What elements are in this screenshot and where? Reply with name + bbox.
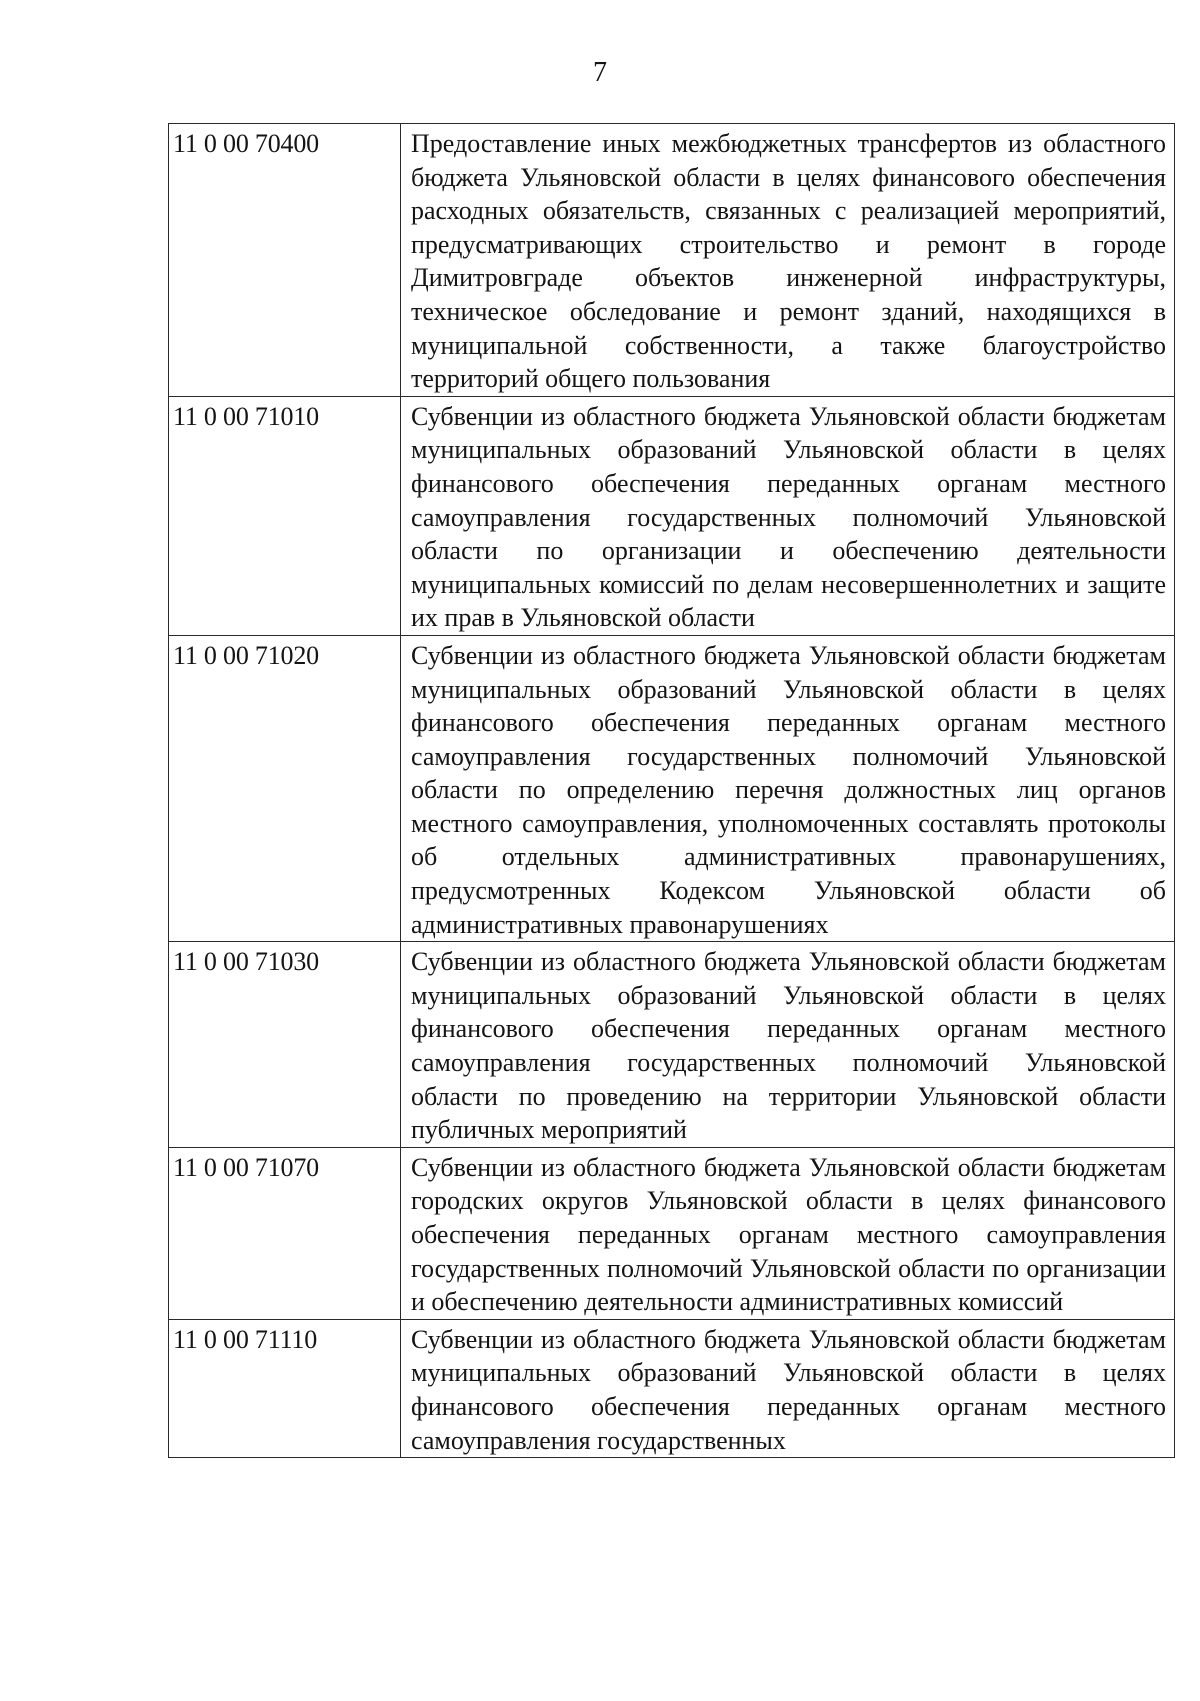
page-number: 7: [593, 57, 607, 88]
table-row: [169, 942, 1175, 1148]
budget-code-cell: 11 0 00 71020: [169, 635, 401, 941]
description-cell: Субвенции из областного бюджета Ульяновской области бюджетам муниципальных образований Ульяновской области в целях финансового обеспечения переданных органам местного самоуправления государственных полномочий Ульяновской области по проведению на территории Ульяновской области публичных мероприятий: [401, 942, 1175, 1148]
description-cell: Субвенции из областного бюджета Ульяновской области бюджетам муниципальных образований Ульяновской области в целях финансового обеспечения переданных органам местного самоуправления государственных: [401, 1319, 1175, 1457]
table-row: [169, 635, 1175, 941]
budget-code-cell: 11 0 00 71010: [169, 396, 401, 635]
budget-code-cell: 11 0 00 71030: [169, 942, 401, 1148]
budget-code-cell: 11 0 00 71070: [169, 1147, 401, 1319]
description-cell: Субвенции из областного бюджета Ульяновской области бюджетам муниципальных образований Ульяновской области в целях финансового обеспечения переданных органам местного самоуправления государственных полномочий Ульяновской области по организации и обеспечению деятельности муниципальных комиссий по делам несовершеннолетних и защите их прав в Ульяновской области: [401, 396, 1175, 635]
table-row: [169, 396, 1175, 635]
description-cell: Субвенции из областного бюджета Ульяновской области бюджетам городских округов Ульяновской области в целях финансового обеспечения переданных органам местного самоуправления государственных полномочий Ульяновской области по организации и обеспечению деятельности административных комиссий: [401, 1147, 1175, 1319]
table-row: [169, 124, 1175, 397]
budget-codes-table: [168, 123, 1175, 1458]
description-cell: Субвенции из областного бюджета Ульяновской области бюджетам муниципальных образований Ульяновской области в целях финансового обеспечения переданных органам местного самоуправления государственных полномочий Ульяновской области по определению перечня должностных лиц органов местного самоуправления, уполномоченных составлять протоколы об отдельных административных правонарушениях, предусмотренных Кодексом Ульяновской области об административных правонарушениях: [401, 635, 1175, 941]
table-row: [169, 1147, 1175, 1319]
description-cell: Предоставление иных межбюджетных трансфертов из областного бюджета Ульяновской области в целях финансового обеспечения расходных обязательств, связанных с реализацией мероприятий, предусматривающих строительство и ремонт в городе Димитровграде объектов инженерной инфраструктуры, техническое обследование и ремонт зданий, находящихся в муниципальной собственности, а также благоустройство территорий общего пользования: [401, 124, 1175, 397]
budget-code-cell: 11 0 00 71110: [169, 1319, 401, 1457]
budget-code-cell: 11 0 00 70400: [169, 124, 401, 397]
table-row: [169, 1319, 1175, 1457]
